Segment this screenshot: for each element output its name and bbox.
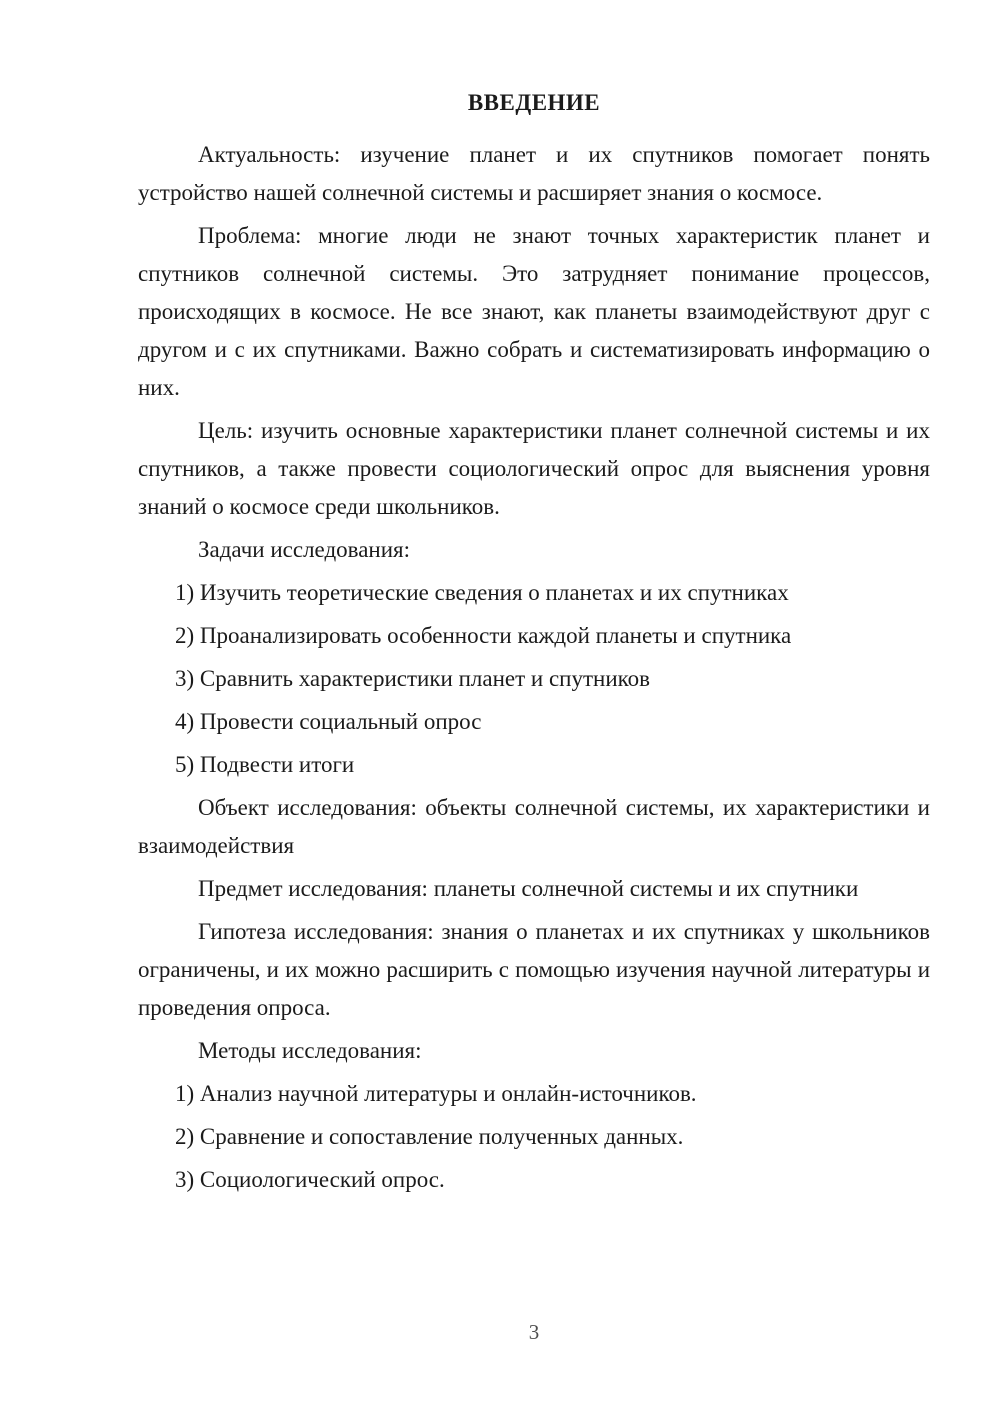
task-list-item-1: 1) Изучить теоретические сведения о планетах и их спутниках: [175, 580, 789, 605]
method-list-item-2: 2) Сравнение и сопоставление полученных данных.: [175, 1124, 684, 1149]
task-list-item-5: 5) Подвести итоги: [175, 752, 355, 777]
task-list-item-3: 3) Сравнить характеристики планет и спутников: [175, 666, 651, 691]
task-list-item-2: 2) Проанализировать особенности каждой планеты и спутника: [175, 623, 792, 648]
paragraph-problem: Проблема: многие люди не знают точных характеристик планет и спутников солнечной системы. Это затрудняет понимание процессов, происходящих в космосе. Не все знают, как планеты взаимодействуют друг с другом и с их спутниками. Важно собрать и систематизировать информацию о них.: [138, 223, 930, 400]
paragraph-research-subject: Предмет исследования: планеты солнечной системы и их спутники: [198, 876, 859, 901]
heading-research-methods: Методы исследования:: [198, 1038, 422, 1063]
paragraph-relevance: Актуальность: изучение планет и их спутников помогает понять устройство нашей солнечной системы и расширяет знания о космосе.: [138, 142, 930, 205]
document-body: [138, 84, 930, 1204]
page-number: 3: [528, 1320, 540, 1344]
paragraph-goal: Цель: изучить основные характеристики планет солнечной системы и их спутников, а также провести социологический опрос для выяснения уровня знаний о космосе среди школьников.: [138, 418, 930, 519]
paragraph-research-object: Объект исследования: объекты солнечной системы, их характеристики и взаимодействия: [138, 795, 930, 858]
paragraph-hypothesis: Гипотеза исследования: знания о планетах и их спутниках у школьников ограничены, и их можно расширить с помощью изучения научной литературы и проведения опроса.: [138, 919, 930, 1020]
heading-research-tasks: Задачи исследования:: [198, 537, 411, 562]
task-list-item-4: 4) Провести социальный опрос: [175, 709, 482, 734]
page-title: ВВЕДЕНИЕ: [467, 90, 601, 115]
method-list-item-1: 1) Анализ научной литературы и онлайн-источников.: [175, 1081, 697, 1106]
method-list-item-3: 3) Социологический опрос.: [175, 1167, 445, 1192]
